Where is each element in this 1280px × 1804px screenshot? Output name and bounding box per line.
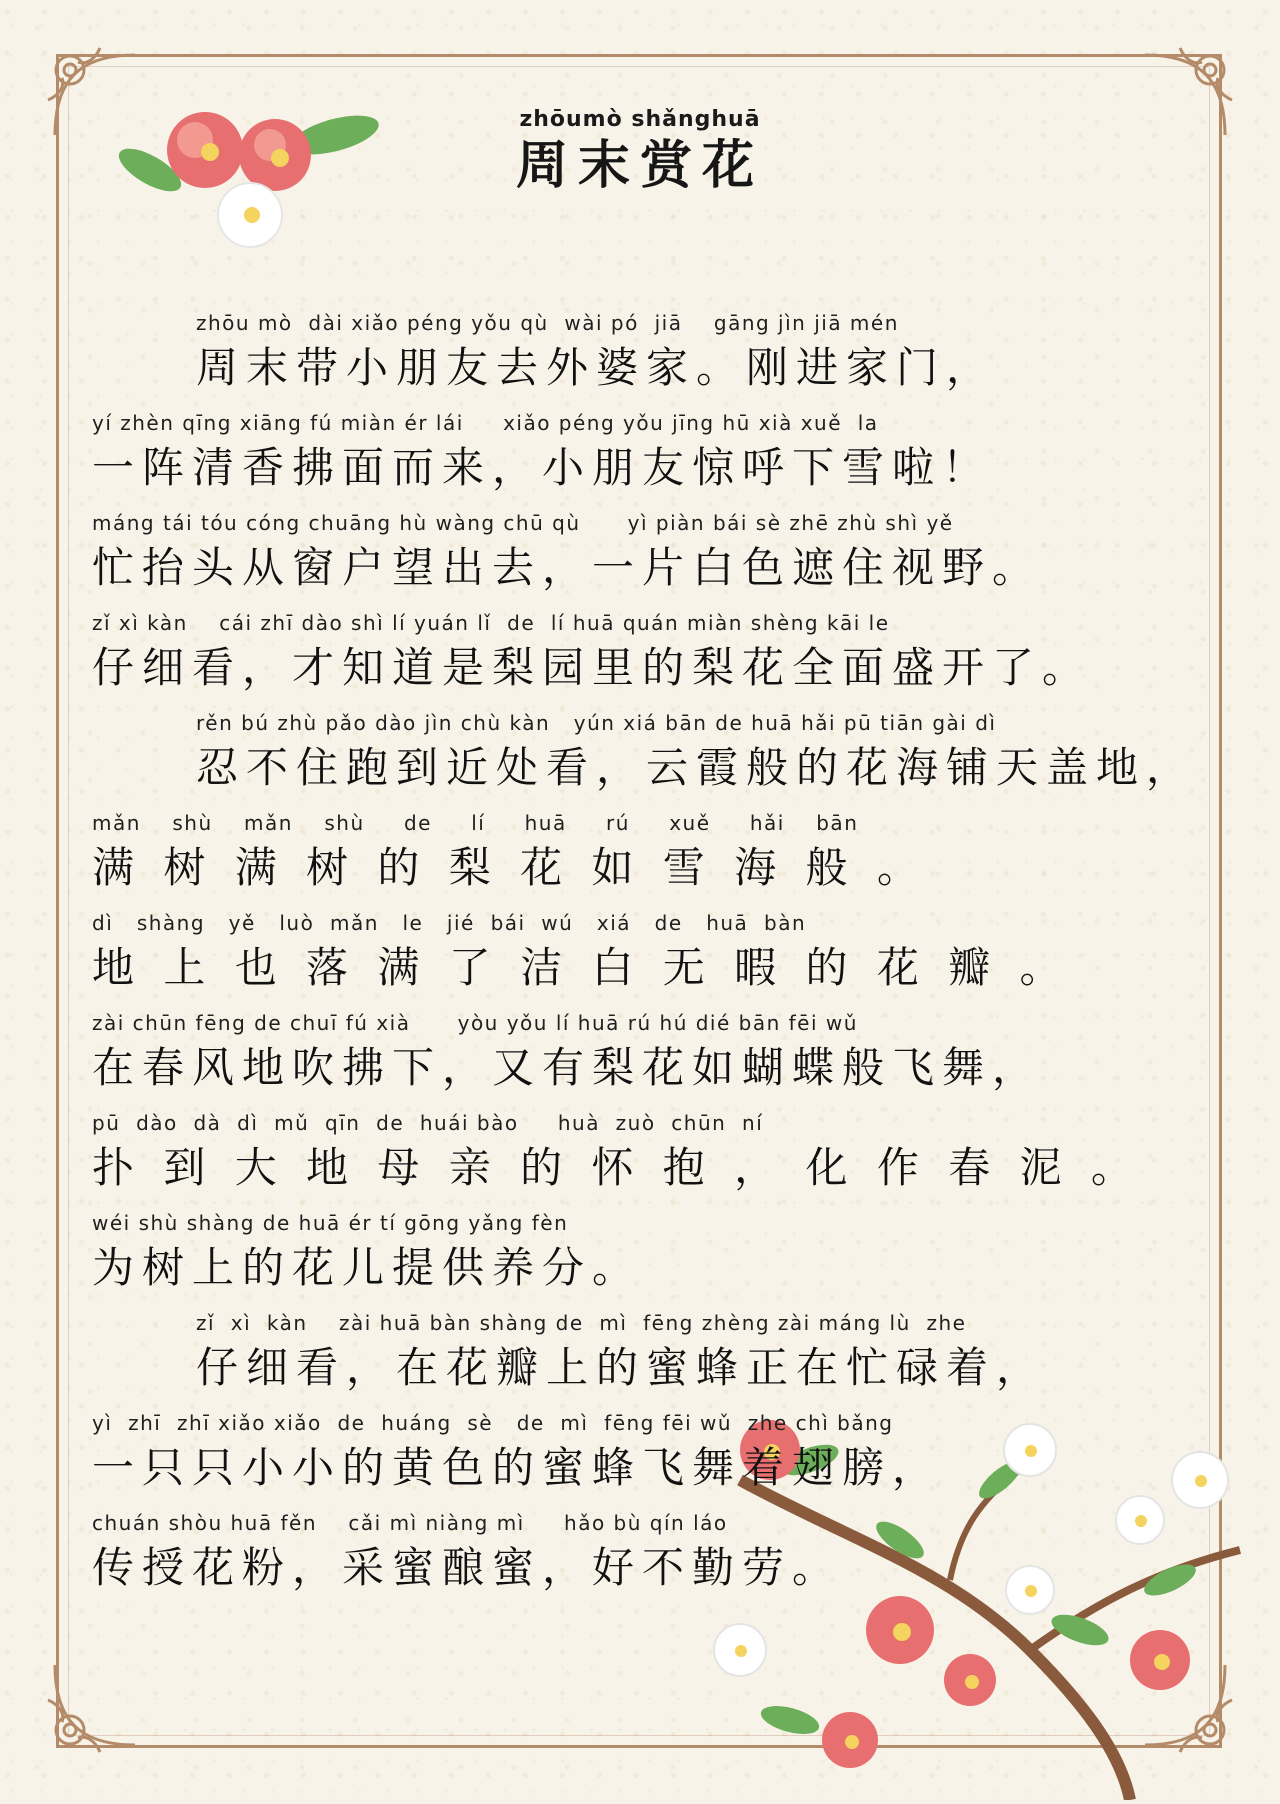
- poem-line: [92, 808, 1200, 908]
- line-pinyin: dì shàng yě luò mǎn le jié bái wú xiá de huā bàn: [92, 911, 807, 935]
- line-pinyin: yì zhī zhī xiǎo xiǎo de huáng sè de mì fēng fēi wǔ zhe chì bǎng: [92, 1411, 894, 1435]
- line-hanzi: 仔细看，在花瓣上的蜜蜂正在忙碌着，: [196, 1343, 1047, 1392]
- poem-line: [92, 708, 1200, 808]
- line-hanzi: 地 上 也 落 满 了 洁 白 无 暇 的 花 瓣 。: [92, 943, 1070, 992]
- line-hanzi: 周末带小朋友去外婆家。刚进家门，: [196, 343, 997, 392]
- poem-line: [92, 1208, 1200, 1308]
- poem-line: [92, 1508, 1200, 1608]
- poem-line: [92, 908, 1200, 1008]
- poem-line: [92, 1108, 1200, 1208]
- line-pinyin: zài chūn fēng de chuī fú xià yòu yǒu lí huā rú hú dié bān fēi wǔ: [92, 1011, 858, 1035]
- line-pinyin: pū dào dà dì mǔ qīn de huái bào huà zuò chūn ní: [92, 1111, 764, 1135]
- line-pinyin: máng tái tóu cóng chuāng hù wàng chū qù yì piàn bái sè zhē zhù shì yě: [92, 511, 954, 535]
- line-hanzi: 扑 到 大 地 母 亲 的 怀 抱 ， 化 作 春 泥 。: [92, 1143, 1141, 1192]
- poem-line: [92, 1008, 1200, 1108]
- line-pinyin: yí zhèn qīng xiāng fú miàn ér lái xiǎo péng yǒu jīng hū xià xuě la: [92, 411, 879, 435]
- poem-line: [92, 1408, 1200, 1508]
- corner-ornament-icon: [40, 1650, 150, 1760]
- line-hanzi: 忍不住跑到近处看，云霞般的花海铺天盖地，: [196, 743, 1197, 792]
- line-pinyin: wéi shù shàng de huā ér tí gōng yǎng fèn: [92, 1211, 569, 1235]
- title-block: [0, 105, 1280, 197]
- poem-line: [92, 1308, 1200, 1408]
- line-hanzi: 一只只小小的黄色的蜜蜂飞舞着翅膀，: [92, 1443, 943, 1492]
- poem-line: [92, 308, 1200, 408]
- line-pinyin: zǐ xì kàn cái zhī dào shì lí yuán lǐ de lí huā quán miàn shèng kāi le: [92, 611, 890, 635]
- poem-line: [92, 608, 1200, 708]
- line-pinyin: zǐ xì kàn zài huā bàn shàng de mì fēng zhèng zài máng lù zhe: [196, 1311, 967, 1335]
- title-pinyin: zhōumò shǎnghuā: [519, 107, 761, 132]
- line-hanzi: 传授花粉，采蜜酿蜜，好不勤劳。: [92, 1543, 843, 1592]
- line-hanzi: 仔细看，才知道是梨园里的梨花全面盛开了。: [92, 643, 1093, 692]
- line-pinyin: rěn bú zhù pǎo dào jìn chù kàn yún xiá bān de huā hǎi pū tiān gài dì: [196, 711, 997, 735]
- poem-line: [92, 408, 1200, 508]
- line-pinyin: zhōu mò dài xiǎo péng yǒu qù wài pó jiā gāng jìn jiā mén: [196, 311, 899, 335]
- page-title: 周末赏花: [515, 135, 764, 196]
- poem-line: [92, 508, 1200, 608]
- poem-body: [92, 308, 1200, 1608]
- line-pinyin: chuán shòu huā fěn cǎi mì niàng mì hǎo bù qín láo: [92, 1511, 728, 1535]
- line-hanzi: 为树上的花儿提供养分。: [92, 1243, 643, 1292]
- line-hanzi: 忙抬头从窗户望出去，一片白色遮住视野。: [92, 543, 1043, 592]
- line-hanzi: 在春风地吹拂下，又有梨花如蝴蝶般飞舞，: [92, 1043, 1043, 1092]
- line-pinyin: mǎn shù mǎn shù de lí huā rú xuě hǎi bān: [92, 811, 859, 835]
- line-hanzi: 满 树 满 树 的 梨 花 如 雪 海 般 。: [92, 843, 927, 892]
- line-hanzi: 一阵清香拂面而来，小朋友惊呼下雪啦！: [92, 443, 993, 492]
